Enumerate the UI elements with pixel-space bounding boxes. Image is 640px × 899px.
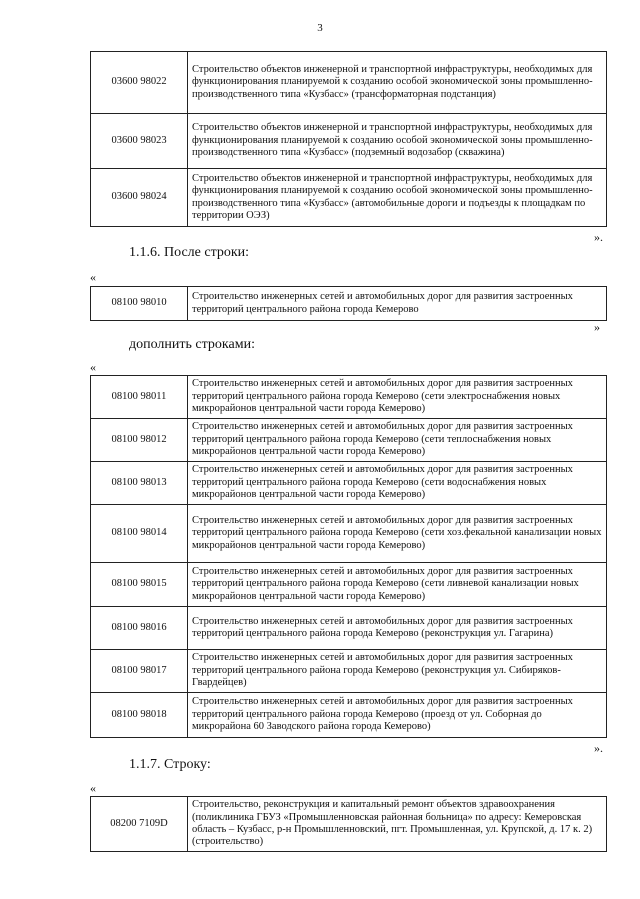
closing-quote: » — [594, 320, 600, 334]
budget-code: 08200 7109D — [91, 797, 188, 852]
budget-code: 08100 98013 — [91, 462, 188, 505]
budget-description: Строительство объектов инженерной и транспортной инфраструктуры, необходимых для функционирования планируемой к созданию особой экономической зоны промышленно-производственного типа «Кузбасс» (автомобильные дороги и подъезды к площадкам по территории ОЭЗ) — [188, 169, 607, 227]
budget-codes-table-1 — [90, 51, 607, 227]
table-row — [91, 797, 607, 852]
table-row — [91, 287, 607, 321]
budget-description: Строительство инженерных сетей и автомобильных дорог для развития застроенных территорий центрального района города Кемерово (сети ливневой канализации новых микрорайонов центральной части города Кемерово) — [188, 563, 607, 607]
closing-quote: ». — [594, 741, 603, 755]
budget-description: Строительство инженерных сетей и автомобильных дорог для развития застроенных территорий центрального района города Кемерово — [188, 287, 607, 321]
add-rows-heading: дополнить строками: — [129, 337, 255, 352]
budget-code: 08100 98012 — [91, 419, 188, 462]
budget-description: Строительство инженерных сетей и автомобильных дорог для развития застроенных территорий центрального района города Кемерово (сети электроснабжения новых микрорайонов центральной части города Кемерово) — [188, 376, 607, 419]
budget-description: Строительство инженерных сетей и автомобильных дорог для развития застроенных территорий центрального района города Кемерово (сети хоз.фекальной канализации новых микрорайонов центральной части города Кемерово) — [188, 505, 607, 563]
table-row — [91, 169, 607, 227]
budget-code: 03600 98022 — [91, 52, 188, 114]
budget-description: Строительство инженерных сетей и автомобильных дорог для развития застроенных территорий центрального района города Кемерово (проезд от ул. Соборная до микрорайона 60 Заводского района города Кемерово) — [188, 693, 607, 738]
budget-code: 08100 98016 — [91, 607, 188, 650]
budget-description: Строительство объектов инженерной и транспортной инфраструктуры, необходимых для функционирования планируемой к созданию особой экономической зоны промышленно-производственного типа «Кузбасс» (подземный водозабор (скважина) — [188, 114, 607, 169]
budget-code: 08100 98010 — [91, 287, 188, 321]
table-row — [91, 114, 607, 169]
budget-codes-table-2 — [90, 286, 607, 321]
budget-code: 03600 98023 — [91, 114, 188, 169]
budget-description: Строительство, реконструкция и капитальный ремонт объектов здравоохранения (поликлиника ГБУЗ «Промышленновская районная больница» по адресу: Кемеровская область – Кузбасс, р-н Промышленновский, пгт. Промышленная, ул. Крупской, д. 17 к. 2) (строительство) — [188, 797, 607, 852]
budget-code: 08100 98011 — [91, 376, 188, 419]
section-heading-1-1-6: 1.1.6. После строки: — [129, 245, 250, 260]
budget-description: Строительство инженерных сетей и автомобильных дорог для развития застроенных территорий центрального района города Кемерово (сети теплоснабжения новых микрорайонов центральной части города Кемерово) — [188, 419, 607, 462]
budget-code: 08100 98015 — [91, 563, 188, 607]
table-row — [91, 52, 607, 114]
table-row — [91, 693, 607, 738]
table-row — [91, 419, 607, 462]
budget-description: Строительство инженерных сетей и автомобильных дорог для развития застроенных территорий центрального района города Кемерово (сети водоснабжения новых микрорайонов центральной части города Кемерово) — [188, 462, 607, 505]
opening-quote: « — [90, 360, 96, 374]
table-row — [91, 650, 607, 693]
budget-description: Строительство объектов инженерной и транспортной инфраструктуры, необходимых для функционирования планируемой к созданию особой экономической зоны промышленно-производственного типа «Кузбасс» (трансформаторная подстанция) — [188, 52, 607, 114]
budget-description: Строительство инженерных сетей и автомобильных дорог для развития застроенных территорий центрального района города Кемерово (реконструкция ул. Сибиряков-Гвардейцев) — [188, 650, 607, 693]
budget-code: 03600 98024 — [91, 169, 188, 227]
section-heading-1-1-7: 1.1.7. Строку: — [129, 757, 211, 772]
table-row — [91, 462, 607, 505]
table-row — [91, 607, 607, 650]
budget-description: Строительство инженерных сетей и автомобильных дорог для развития застроенных территорий центрального района города Кемерово (реконструкция ул. Гагарина) — [188, 607, 607, 650]
table-row — [91, 563, 607, 607]
opening-quote: « — [90, 270, 96, 284]
budget-codes-table-3 — [90, 375, 607, 738]
table-row — [91, 376, 607, 419]
budget-codes-table-4 — [90, 796, 607, 852]
opening-quote: « — [90, 781, 96, 795]
closing-quote: ». — [594, 230, 603, 244]
budget-code: 08100 98017 — [91, 650, 188, 693]
page-number: 3 — [317, 22, 323, 34]
table-row — [91, 505, 607, 563]
budget-code: 08100 98014 — [91, 505, 188, 563]
budget-code: 08100 98018 — [91, 693, 188, 738]
